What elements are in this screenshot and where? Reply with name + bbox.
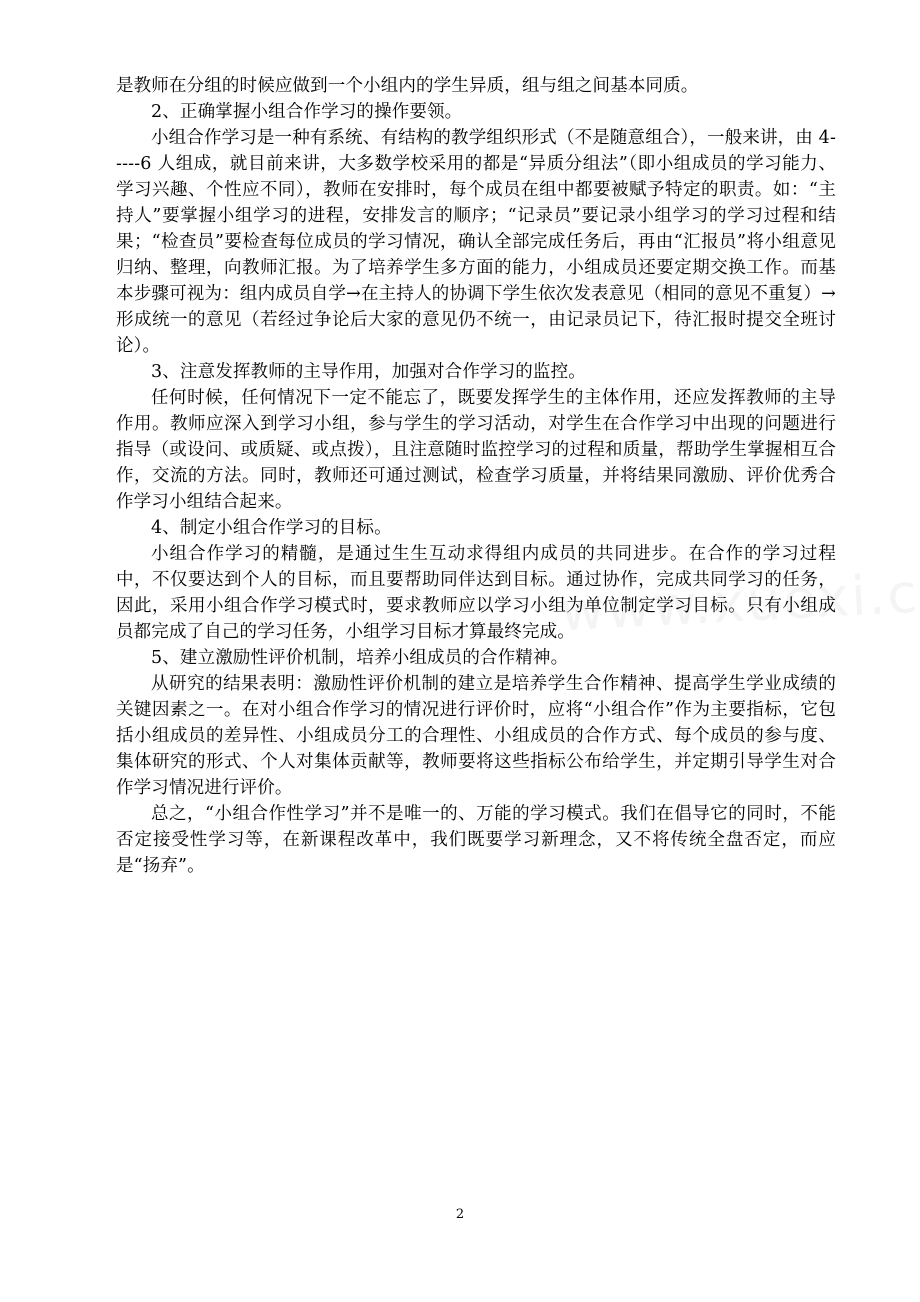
paragraph-evaluation: 从研究的结果表明：激励性评价机制的建立是培养学生合作精神、提高学生学业成绩的关键因素之一。在对小组合作学习的情况进行评价时，应将“小组合作”作为主要指标，它包括小组成员的差异性、小组成员分工的合理性、小组成员的合作方式、每个成员的参与度、集体研究的形式、个人对集体贡献等，教师要将这些指标公布给学生，并定期引导学生对合作学习情况进行评价。 (116, 674, 836, 798)
section-heading-2: 2、正确掌握小组合作学习的操作要领。 (151, 102, 463, 122)
paragraph-operation: 小组合作学习是一种有系统、有结构的教学组织形式（不是随意组合），一般来讲，由 4-----6 人组成，就目前来讲，大多数学校采用的都是“异质分组法”（即小组成员的学习能力、学习兴趣、个性应不同），教师在安排时，每个成员在组中都要被赋予特定的职责。如：“主持人”要掌握小组学习的进程，安排发言的顺序；“记录员”要记录小组学习的学习过程和结果；“检查员”要检查每位成员的学习情况，确认全部完成任务后，再由“汇报员”将小组意见归纳、整理，向教师汇报。为了培养学生多方面的能力，小组成员还要定期交换工作。而基本步骤可视为：组内成员自学→在主持人的协调下学生依次发表意见（相同的意见不重复）→ 形成统一的意见（若经过争论后大家的意见仍不统一，由记录员记下，待汇报时提交全班讨论）。 (116, 128, 837, 356)
section-heading-4: 4、制定小组合作学习的目标。 (151, 518, 392, 538)
paragraph-conclusion: 总之，“小组合作性学习”并不是唯一的、万能的学习模式。我们在倡导它的同时，不能否定接受性学习等，在新课程改革中，我们既要学习新理念，又不将传统全盘否定，而应是“扬弃”。 (116, 804, 836, 876)
paragraph-teacher-role: 任何时候，任何情况下一定不能忘了，既要发挥学生的主体作用，还应发挥教师的主导作用。教师应深入到学习小组，参与学生的学习活动，对学生在合作学习中出现的问题进行指导（或设问、或质疑、或点拨），且注意随时监控学习的过程和质量，帮助学生掌握相互合作，交流的方法。同时，教师还可通过测试，检查学习质量，并将结果同激励、评价优秀合作学习小组结合起来。 (116, 388, 836, 512)
document-body (116, 73, 836, 879)
section-heading-3: 3、注意发挥教师的主导作用，加强对合作学习的监控。 (151, 362, 586, 382)
paragraph-continuation: 是教师在分组的时候应做到一个小组内的学生异质，组与组之间基本同质。 (116, 76, 699, 96)
section-heading-5: 5、建立激励性评价机制，培养小组成员的合作精神。 (151, 648, 569, 668)
page-number: 2 (455, 1207, 465, 1222)
paragraph-goals: 小组合作学习的精髓，是通过生生互动求得组内成员的共同进步。在合作的学习过程中，不仅要达到个人的目标，而且要帮助同伴达到目标。通过协作，完成共同学习的任务，因此，采用小组合作学习模式时，要求教师应以学习小组为单位制定学习目标。只有小组成员都完成了自己的学习任务，小组学习目标才算最终完成。 (116, 544, 836, 642)
